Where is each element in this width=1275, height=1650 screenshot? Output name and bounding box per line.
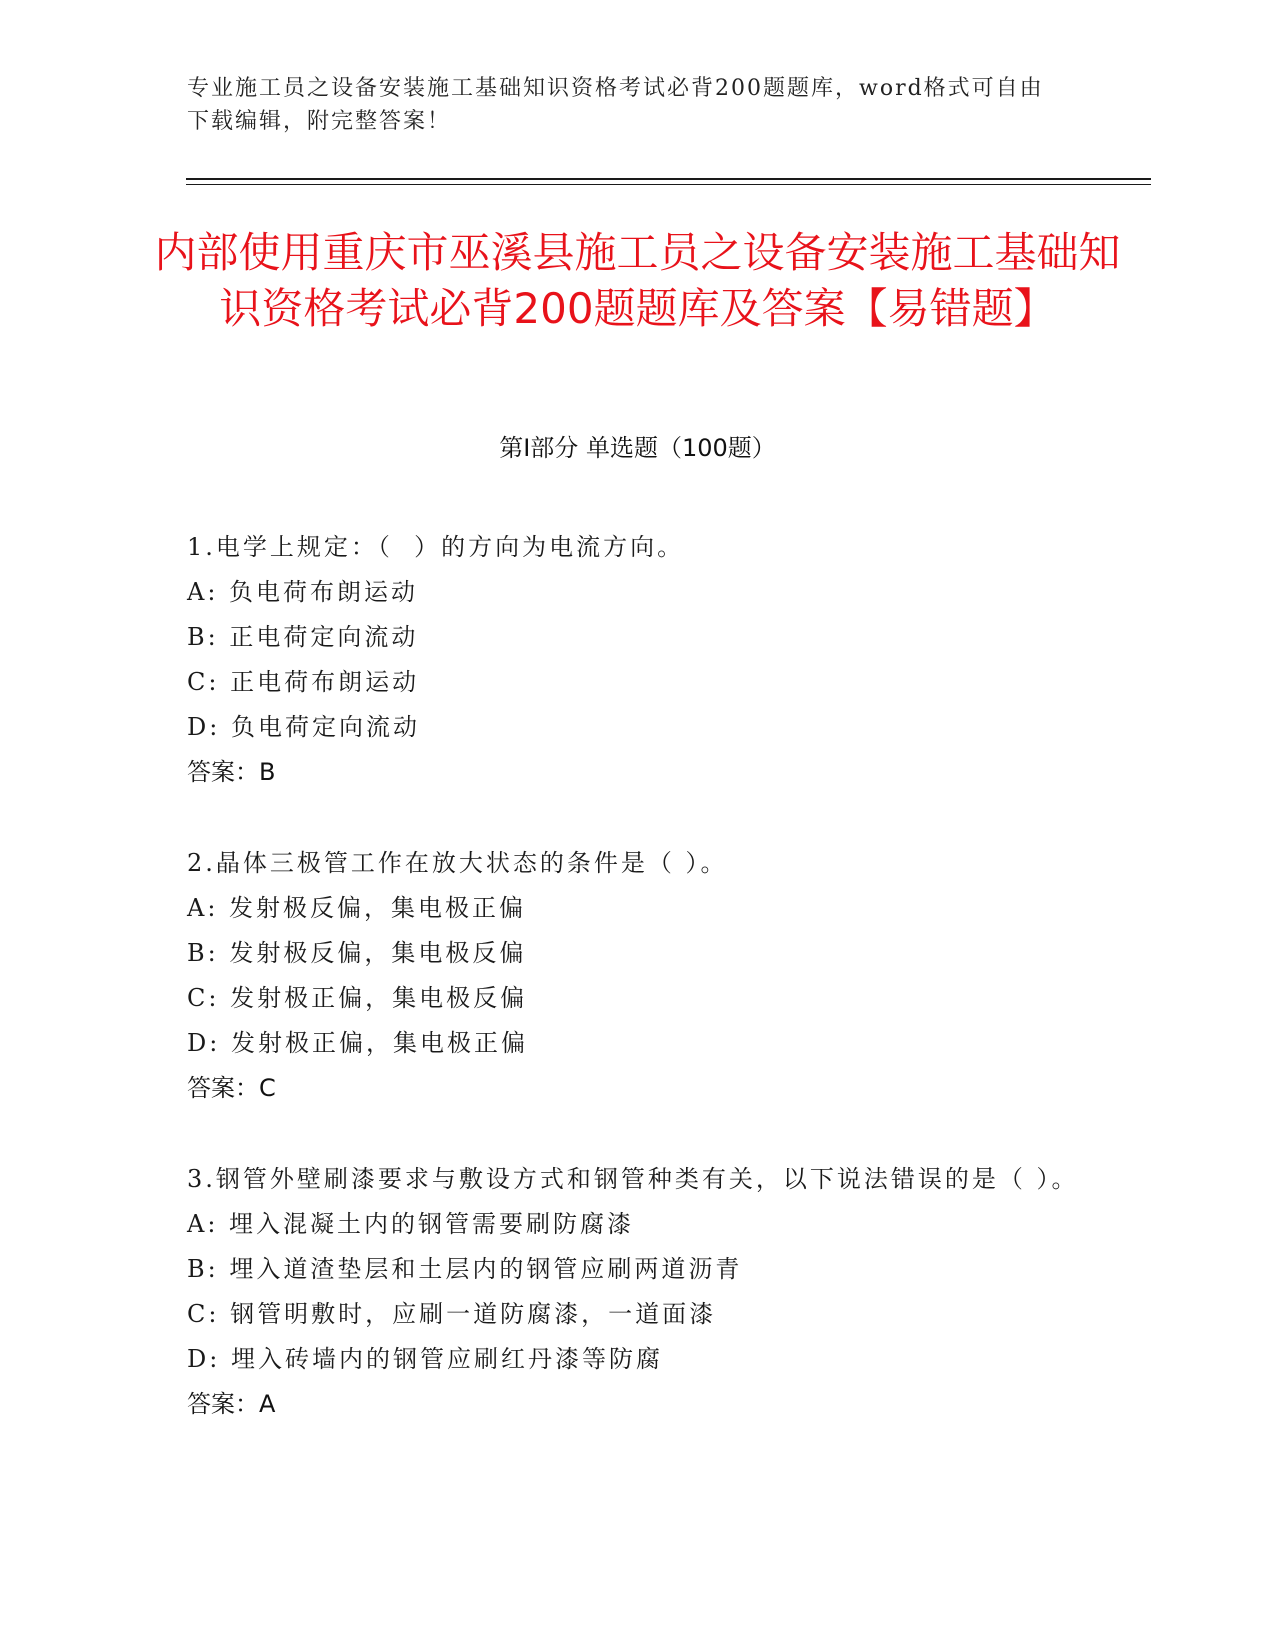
option-a: A: 发射极反偏，集电极正偏	[187, 894, 527, 922]
question-3	[187, 1157, 1087, 1427]
question-2	[187, 841, 1087, 1111]
option-d: D: 负电荷定向流动	[187, 713, 420, 741]
question-stem: 1.电学上规定：（ ）的方向为电流方向。	[187, 533, 685, 561]
option-d: D: 发射极正偏，集电极正偏	[187, 1029, 528, 1057]
option-d: D: 埋入砖墙内的钢管应刷红丹漆等防腐	[187, 1345, 663, 1373]
header-rule-thin	[186, 184, 1151, 185]
question-spacer	[187, 1111, 1087, 1157]
option-a: A: 负电荷布朗运动	[187, 578, 419, 606]
option-c: C: 钢管明敷时，应刷一道防腐漆，一道面漆	[187, 1300, 717, 1328]
question-stem: 2.晶体三极管工作在放大状态的条件是（ ）。	[187, 849, 728, 877]
question-stem: 3.钢管外壁刷漆要求与敷设方式和钢管种类有关，以下说法错误的是（ ）。	[187, 1165, 1079, 1193]
document-title: 内部使用重庆市巫溪县施工员之设备安装施工基础知识资格考试必背200题题库及答案【易错题】	[154, 228, 1121, 333]
header-note: 专业施工员之设备安装施工基础知识资格考试必背200题题库，word格式可自由下载编辑，附完整答案！	[187, 76, 1044, 134]
option-b: B: 发射极反偏，集电极反偏	[187, 939, 527, 967]
question-list	[187, 525, 1087, 1427]
option-c: C: 发射极正偏，集电极反偏	[187, 984, 528, 1012]
option-a: A: 埋入混凝土内的钢管需要刷防腐漆	[187, 1210, 635, 1238]
option-b: B: 正电荷定向流动	[187, 623, 419, 651]
header-rule-thick	[186, 178, 1151, 180]
answer-line: 答案：B	[187, 758, 276, 786]
answer-line: 答案：A	[187, 1390, 276, 1418]
question-1	[187, 525, 1087, 795]
question-spacer	[187, 795, 1087, 841]
option-c: C: 正电荷布朗运动	[187, 668, 420, 696]
section-title: 第I部分 单选题（100题）	[499, 434, 776, 462]
answer-line: 答案：C	[187, 1074, 276, 1102]
option-b: B: 埋入道渣垫层和土层内的钢管应刷两道沥青	[187, 1255, 743, 1283]
